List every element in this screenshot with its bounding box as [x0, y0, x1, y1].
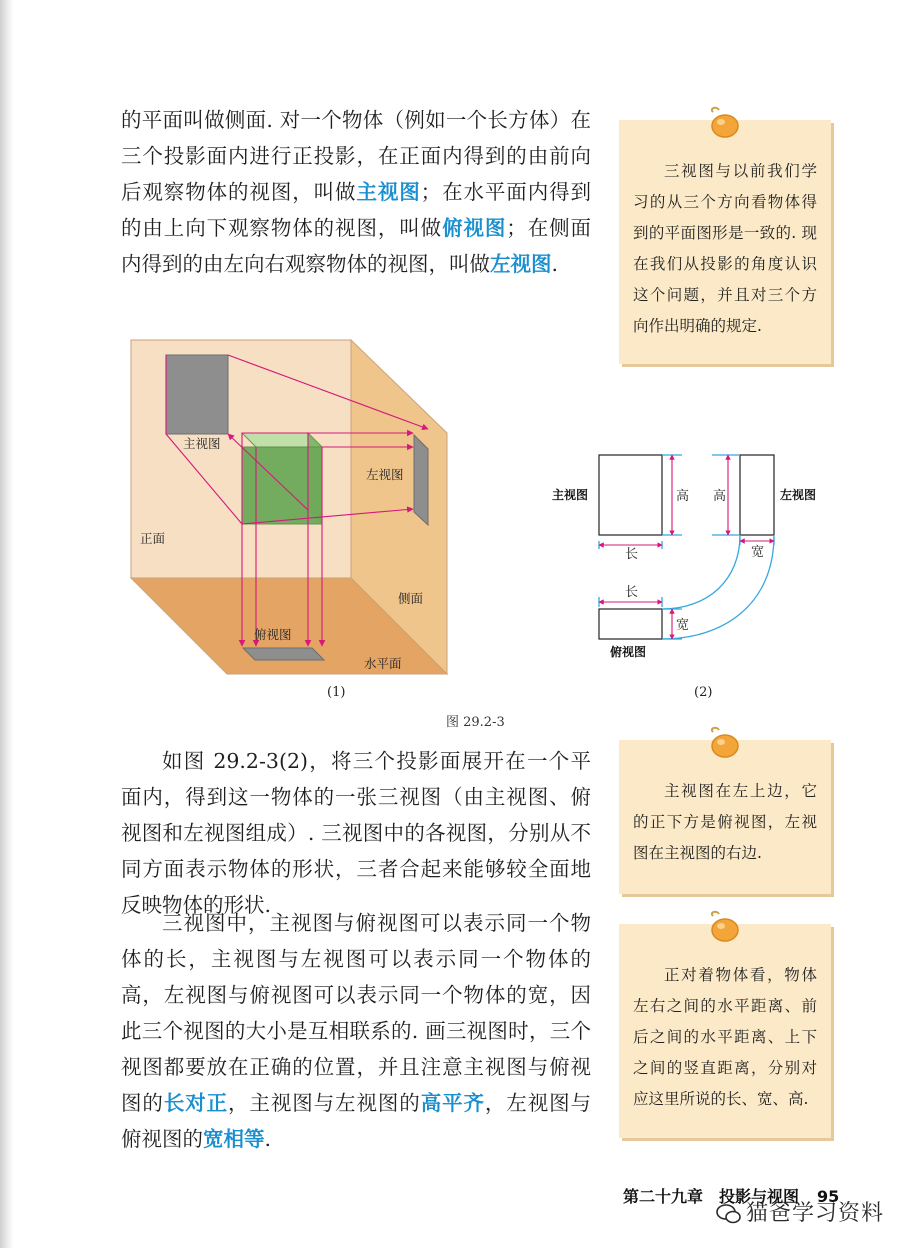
figure-three-views — [548, 445, 828, 665]
fig1-side-plane-label: 侧面 — [398, 591, 424, 606]
side-note-2 — [619, 740, 831, 894]
fig2-front-view-label: 主视图 — [552, 488, 589, 502]
fig2-sub-label: (2) — [694, 685, 713, 700]
fig2-width-label-left: 宽 — [751, 545, 765, 560]
wechat-icon — [716, 1203, 742, 1225]
watermark-text: 猫爸学习资料 — [746, 1201, 885, 1226]
fig1-front-plane-label: 正面 — [140, 531, 166, 546]
side-note-3-text: 正对着物体看，物体左右之间的水平距离、前后之间的水平距离、上下之间的竖直距离，分别对应这里所说的长、宽、高. — [633, 966, 817, 1108]
watermark — [716, 1196, 884, 1227]
term-width-equal: 宽相等 — [203, 1127, 265, 1151]
paragraph-3-text-d: . — [264, 1127, 272, 1151]
paragraph-1 — [121, 102, 591, 282]
paragraph-1-text-d: . — [551, 252, 559, 276]
term-front-view: 主视图 — [356, 180, 421, 204]
paragraph-1-text-b: ；在水平面内得到的由上向下观察物体的视图，叫做 — [121, 180, 592, 240]
fig2-width-label-top: 宽 — [676, 618, 690, 633]
term-top-view: 俯视图 — [442, 216, 507, 240]
figure-projection-box — [128, 337, 450, 677]
fig1-horizontal-plane-label: 水平面 — [364, 656, 402, 671]
paragraph-2-text: 如图 29.2-3(2)，将三个投影面展开在一个平面内，得到这一物体的一张三视图（由主视图、俯视图和左视图组成）. 三视图中的各视图，分别从不同方面表示物体的形状，三者合起来能够较全面地反映物体的形状. — [121, 749, 591, 917]
paragraph-1-text-a: 的平面叫做侧面. 对一个物体（例如一个长方体）在三个投影面内进行正投影，在正面内得到的由前向后观察物体的视图，叫做 — [121, 108, 591, 204]
fig2-left-view-label: 左视图 — [780, 488, 817, 502]
chapter-title: 第二十九章 投影与视图 — [623, 1187, 800, 1206]
figure-caption: 图 29.2-3 — [446, 715, 505, 730]
term-left-view: 左视图 — [490, 252, 552, 276]
page-number: 95 — [817, 1187, 840, 1206]
paragraph-2 — [121, 743, 591, 923]
term-length-aligned: 长对正 — [163, 1091, 229, 1115]
fig2-top-view-label: 俯视图 — [610, 645, 647, 659]
fig2-height-label-front: 高 — [676, 489, 690, 504]
side-note-1 — [619, 120, 831, 364]
paragraph-1-text-c: ；在侧面内得到的由左向右观察物体的视图，叫做 — [121, 216, 592, 276]
side-note-2-text: 主视图在左上边，它的正下方是俯视图，左视图在主视图的右边. — [633, 782, 817, 862]
pushpin-icon — [703, 106, 747, 140]
pushpin-icon — [703, 726, 747, 760]
paragraph-3 — [121, 905, 591, 1157]
page-spine-shadow — [0, 0, 14, 1248]
fig1-sub-label: (1) — [327, 685, 346, 700]
fig1-top-view-label: 俯视图 — [254, 627, 292, 642]
fig1-front-view-label: 主视图 — [183, 436, 221, 451]
fig2-length-label-front: 长 — [625, 547, 639, 562]
paragraph-3-text-a: 三视图中，主视图与俯视图可以表示同一个物体的长，主视图与左视图可以表示同一个物体的高，左视图与俯视图可以表示同一个物体的宽，因此三个视图的大小是互相联系的. 画三视图时，三个视图都要放在正确的位置，并且注意主视图与俯视图的 — [121, 911, 591, 1115]
pushpin-icon — [703, 910, 747, 944]
fig2-height-label-left: 高 — [713, 489, 727, 504]
side-note-3 — [619, 924, 831, 1138]
term-height-level: 高平齐 — [420, 1091, 485, 1115]
paragraph-3-text-c: ，左视图与俯视图的 — [121, 1091, 592, 1151]
fig2-length-label-top: 长 — [625, 585, 639, 600]
side-note-1-text: 三视图与以前我们学习的从三个方向看物体得到的平面图形是一致的. 现在我们从投影的角度认识这个问题，并且对三个方向作出明确的规定. — [633, 162, 817, 335]
fig1-left-view-label: 左视图 — [366, 467, 404, 482]
paragraph-3-text-b: ，主视图与左视图的 — [228, 1091, 421, 1115]
